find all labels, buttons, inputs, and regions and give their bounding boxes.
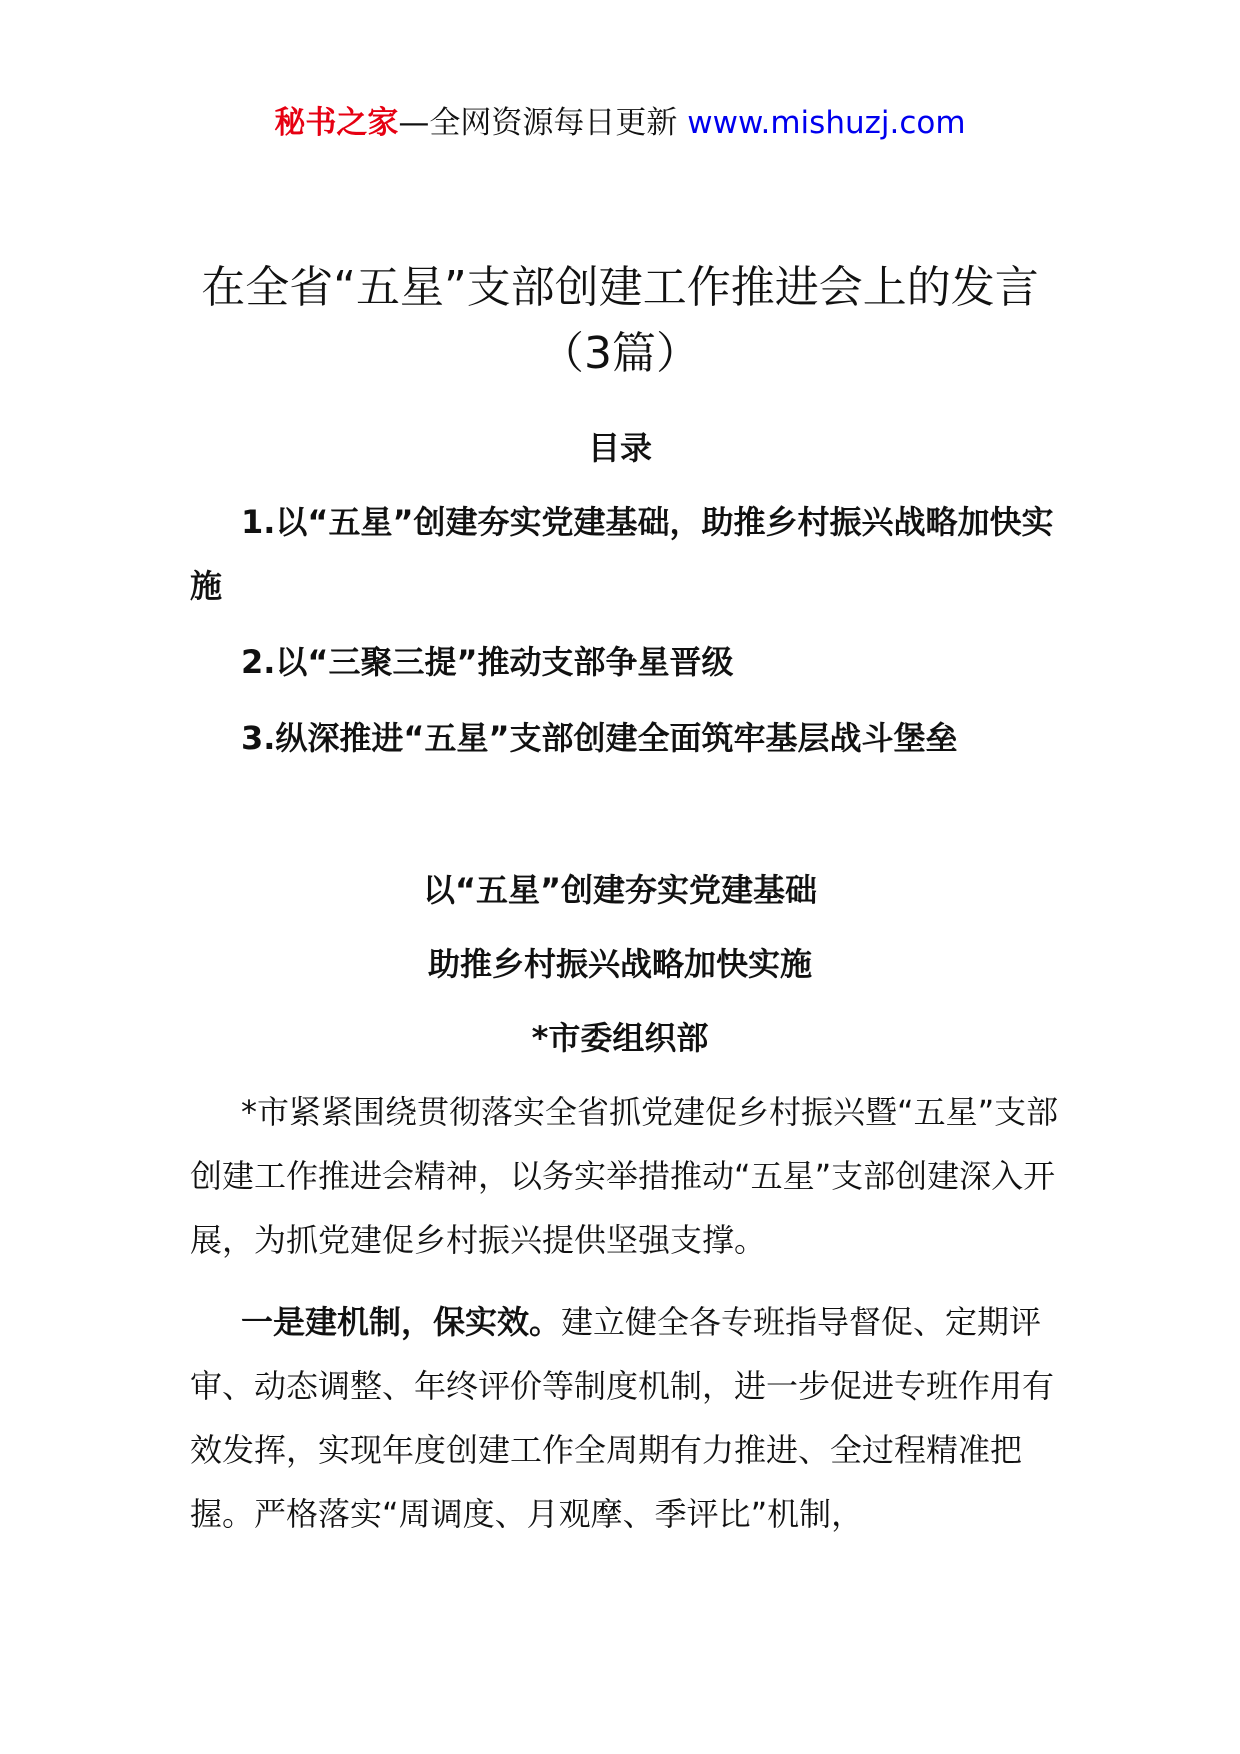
- paragraph-body: 建立健全各专班指导督促、定期评审、动态调整、年终评价等制度机制，进一步促进专班作用有效发挥，实现年度创建工作全周期有力推进、全过程精准把握。严格落实“周调度、月观摩、季评比”机制，: [190, 1303, 1055, 1533]
- header-tagline: —全网资源每日更新: [398, 105, 678, 141]
- section-title-line-1: 以“五星”创建夯实党建基础: [422, 871, 818, 909]
- body-paragraph-2: [190, 1290, 1070, 1546]
- toc-item-3: 3.纵深推进“五星”支部创建全面筑牢基层战斗堡垒: [241, 719, 958, 757]
- toc-heading: 目录: [587, 429, 652, 467]
- brand-name: 秘书之家: [274, 105, 399, 141]
- toc-item-1: 1.以“五星”创建夯实党建基础，助推乡村振兴战略加快实施: [190, 503, 1054, 605]
- document-title: 在全省“五星”支部创建工作推进会上的发言（3篇）: [201, 262, 1039, 379]
- body-paragraph-1: *市紧紧围绕贯彻落实全省抓党建促乡村振兴暨“五星”支部创建工作推进会精神，以务实举措推动“五星”支部创建深入开展，为抓党建促乡村振兴提供坚强支撑。: [190, 1093, 1059, 1259]
- site-url-link[interactable]: www.mishuzj.com: [687, 105, 966, 141]
- site-header: [0, 100, 1240, 146]
- toc-item-2: 2.以“三聚三提”推动支部争星晋级: [241, 643, 734, 681]
- section-title-line-2: 助推乡村振兴战略加快实施: [427, 945, 812, 983]
- section-author: *市委组织部: [531, 1019, 709, 1057]
- paragraph-lead: 一是建机制，保实效。: [241, 1303, 562, 1341]
